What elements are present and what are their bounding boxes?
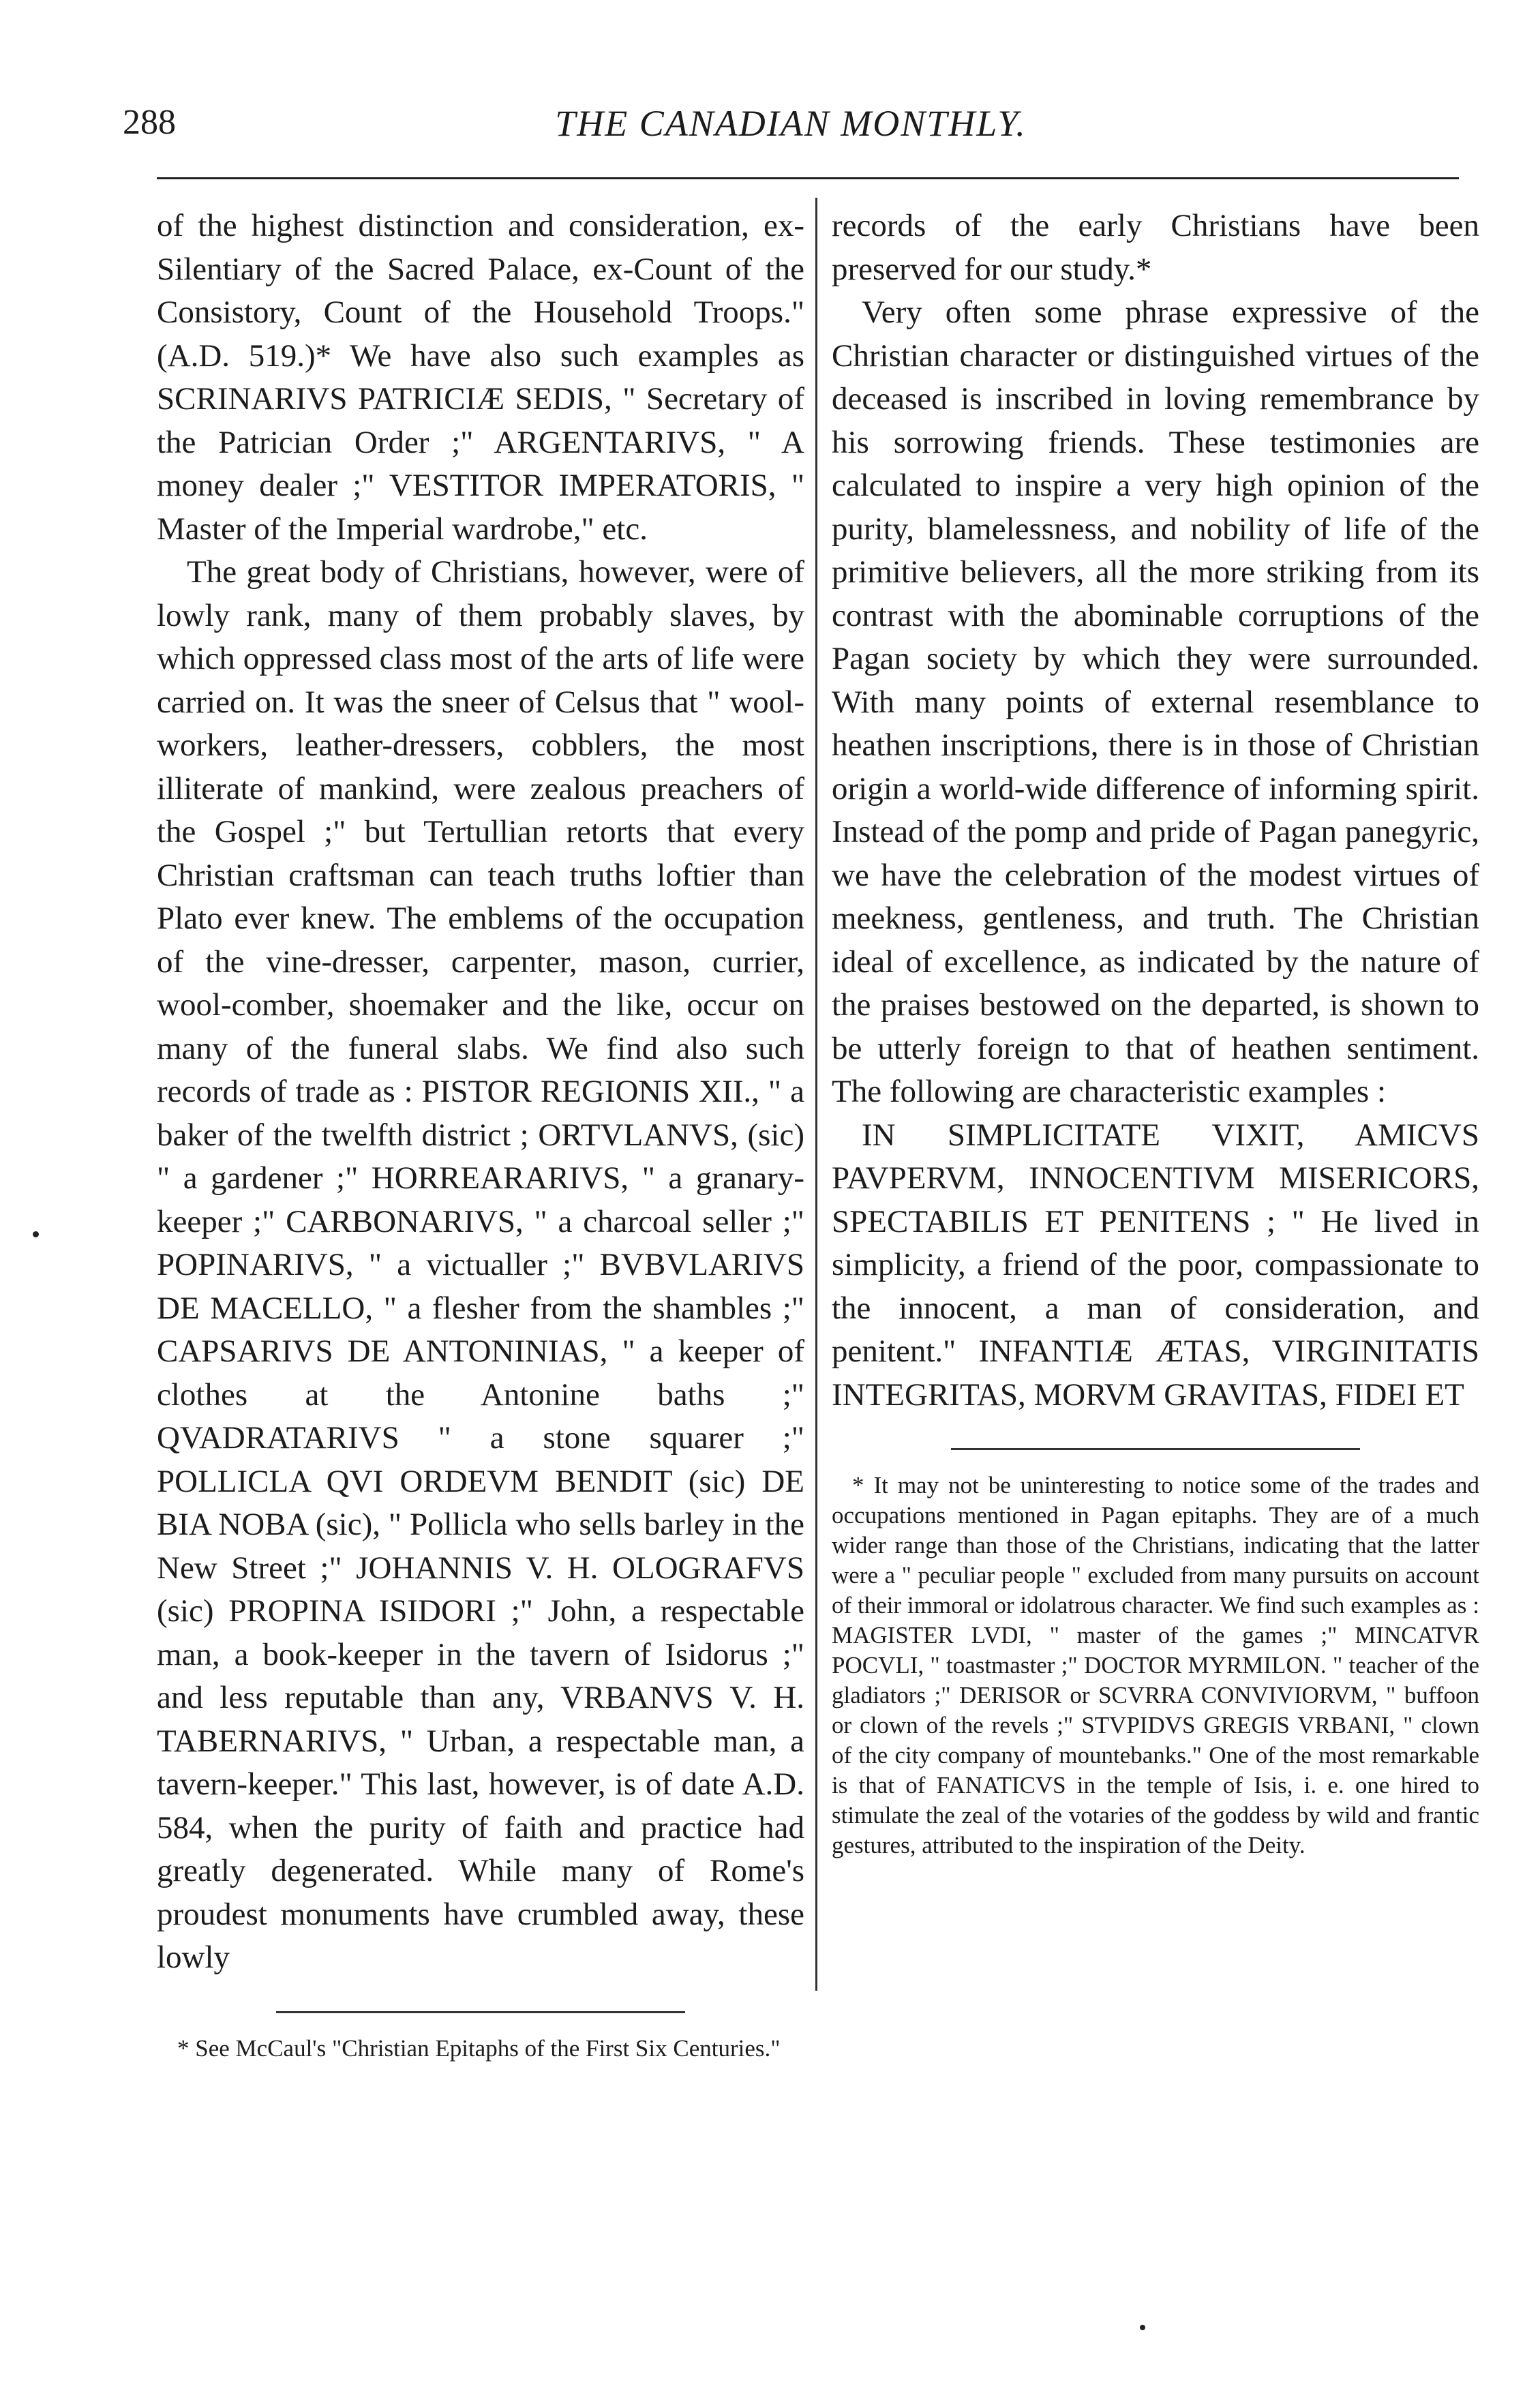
page-number: 288	[123, 103, 176, 142]
left-column	[157, 205, 804, 2064]
right-footnote	[832, 1471, 1479, 1861]
left-footnote-rule	[276, 2011, 685, 2013]
right-paragraph-1: records of the early Christians have been preserved for our study.*	[832, 208, 1479, 287]
left-footnote	[157, 2034, 804, 2064]
scan-speck-bottom	[1140, 2325, 1145, 2330]
left-paragraph-1: of the highest distinction and consideration, ex-Silentiary of the Sacred Palace, ex-Count of the Consistory, Count of the Household Troops." (A.D. 519.)* We have also such examples as SCRINARIVS PATRICIÆ SEDIS, " Secretary of the Patrician Order ;" ARGENTARIVS, " A money dealer ;" VESTITOR IMPERATORIS, " Master of the Imperial wardrobe," etc.	[157, 208, 804, 547]
column-divider	[815, 198, 817, 1991]
right-paragraph-2: Very often some phrase expressive of the Christian character or distinguished virtues of the deceased is inscribed in loving remembrance by his sorrowing friends. These testimonies are calculated to inspire a very high opinion of the purity, blamelessness, and nobility of life of the primitive believers, all the more striking from its contrast with the abominable corruptions of the Pagan society by which they were surrounded. With many points of external resemblance to heathen inscriptions, there is in those of Christian origin a world-wide difference of informing spirit. Instead of the pomp and pride of Pagan panegyric, we have the celebration of the modest virtues of meekness, gentleness, and truth. The Christian ideal of excellence, as indicated by the nature of the praises bestowed on the departed, is shown to be utterly foreign to that of heathen sentiment. The following are characteristic examples :	[832, 295, 1479, 1109]
left-footnote-text: * See McCaul's "Christian Epitaphs of the First Six Centuries."	[177, 2034, 781, 2062]
page-header	[123, 102, 1459, 157]
right-paragraph-3: IN SIMPLICITATE VIXIT, AMICVS PAVPERVM, INNOCENTIVM MISERICORS, SPECTABILIS ET PENITENS ; " He lived in simplicity, a friend of the poor, compassionate to the innocent, a man of consideration, and penitent." INFANTIÆ ÆTAS, VIRGINITATIS INTEGRITAS, MORVM GRAVITAS, FIDEI ET	[832, 1117, 1479, 1413]
right-column	[832, 205, 1479, 1861]
left-paragraph-2: The great body of Christians, however, were of lowly rank, many of them probably slaves, by which oppressed class most of the arts of life were carried on. It was the sneer of Celsus that " wool-workers, leather-dressers, cobblers, the most illiterate of mankind, were zealous preachers of the Gospel ;" but Tertullian retorts that every Christian craftsman can teach truths loftier than Plato ever knew. The emblems of the occupation of the vine-dresser, carpenter, mason, currier, wool-comber, shoemaker and the like, occur on many of the funeral slabs. We find also such records of trade as : PISTOR REGIONIS XII., " a baker of the twelfth district ; ORTVLANVS, (sic) " a gardener ;" HORREARARIVS, " a granary-keeper ;" CARBONARIVS, " a charcoal seller ;" POPINARIVS, " a victualler ;" BVBVLARIVS DE MACELLO, " a flesher from the shambles ;" CAPSARIVS DE ANTONINIAS, " a keeper of clothes at the Antonine baths ;" QVADRATARIVS " a stone squarer ;" POLLICLA QVI ORDEVM BENDIT (sic) DE BIA NOBA (sic), " Pollicla who sells barley in the New Street ;" JOHANNIS V. H. OLOGRAFVS (sic) PROPINA ISIDORI ;" John, a respectable man, a book-keeper in the tavern of Isidorus ;" and less reputable than any, VRBANVS V. H. TABERNARIVS, " Urban, a respectable man, a tavern-keeper." This last, however, is of date A.D. 584, when the purity of faith and practice had greatly degenerated. While many of Rome's proudest monuments have crumbled away, these lowly	[157, 554, 804, 1975]
scan-speck-left	[33, 1231, 39, 1237]
right-footnote-rule	[951, 1448, 1360, 1450]
running-title: THE CANADIAN MONTHLY.	[555, 103, 1027, 144]
right-footnote-text: * It may not be uninteresting to notice some of the trades and occupations mentioned in Pagan epitaphs. They are of a much wider range than those of the Christians, indicating that the latter were a " peculiar people " excluded from many pursuits on account of their immoral or idolatrous character. We find such examples as : MAGISTER LVDI, " master of the games ;" MINCATVR POCVLI, " toastmaster ;" DOCTOR MYRMILON. " teacher of the gladiators ;" DERISOR or SCVRRA CONVIVIORVM, " buffoon or clown of the revels ;" STVPIDVS GREGIS VRBANI, " clown of the city company of mountebanks." One of the most remarkable is that of FANATICVS in the temple of Isis, i. e. one hired to stimulate the zeal of the votaries of the goddess by wild and frantic gestures, attributed to the inspiration of the Deity.	[832, 1472, 1479, 1858]
header-rule	[157, 177, 1459, 179]
